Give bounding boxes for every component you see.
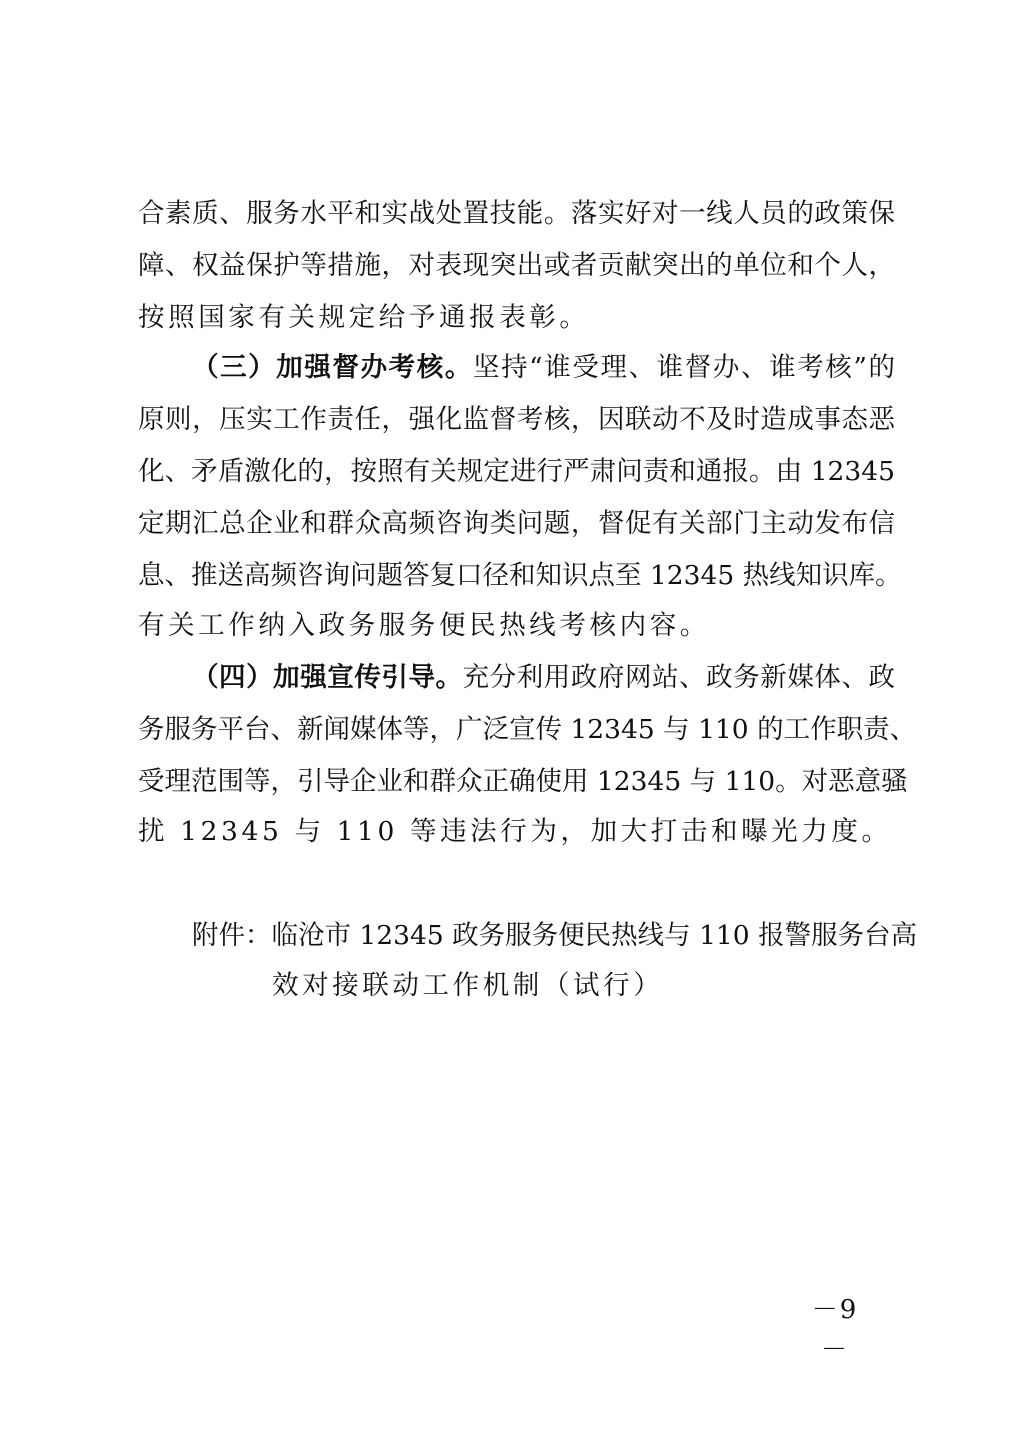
p2-line-1-text: 坚持“谁受理、谁督办、谁考核”的: [472, 352, 895, 383]
p2-line-6: 有关工作纳入政务服务便民热线考核内容。: [138, 610, 710, 641]
p3-line-4: 扰 12345 与 110 等违法行为，加大打击和曝光力度。: [138, 816, 892, 847]
p1-line-1: 合素质、服务水平和实战处置技能。落实好对一线人员的政策保: [138, 198, 895, 229]
page-number: －9－: [811, 1295, 859, 1365]
p2-line-3: 化、矛盾激化的，按照有关规定进行严肃问责和通报。由 12345: [138, 456, 895, 487]
p2-line-5: 息、推送高频咨询问题答复口径和知识点至 12345 热线知识库。: [138, 560, 902, 591]
p2-line-1: [192, 348, 895, 388]
p2-line-2: 原则，压实工作责任，强化监督考核，因联动不及时造成事态恶: [138, 404, 895, 435]
p2-line-4: 定期汇总企业和群众高频咨询类问题，督促有关部门主动发布信: [138, 508, 895, 539]
p3-line-2: 务服务平台、新闻媒体等，广泛宣传 12345 与 110 的工作职责、: [138, 714, 917, 745]
p3-line-1-text: 充分利用政府网站、政务新媒体、政: [462, 662, 896, 693]
p1-line-2: 障、权益保护等措施，对表现突出或者贡献突出的单位和个人，: [138, 250, 895, 281]
p3-line-1: [192, 658, 895, 698]
p3-line-3: 受理范围等，引导企业和群众正确使用 12345 与 110。对恶意骚: [138, 766, 908, 797]
p2-heading: （三）加强督办考核。: [192, 352, 473, 383]
p1-line-3: 按照国家有关规定给予通报表彰。: [138, 302, 590, 333]
attachment-line-1: 附件：临沧市 12345 政务服务便民热线与 110 报警服务台高: [192, 920, 918, 951]
attachment-line-2: 效对接联动工作机制（试行）: [272, 970, 664, 1001]
p3-heading: （四）加强宣传引导。: [192, 662, 463, 693]
